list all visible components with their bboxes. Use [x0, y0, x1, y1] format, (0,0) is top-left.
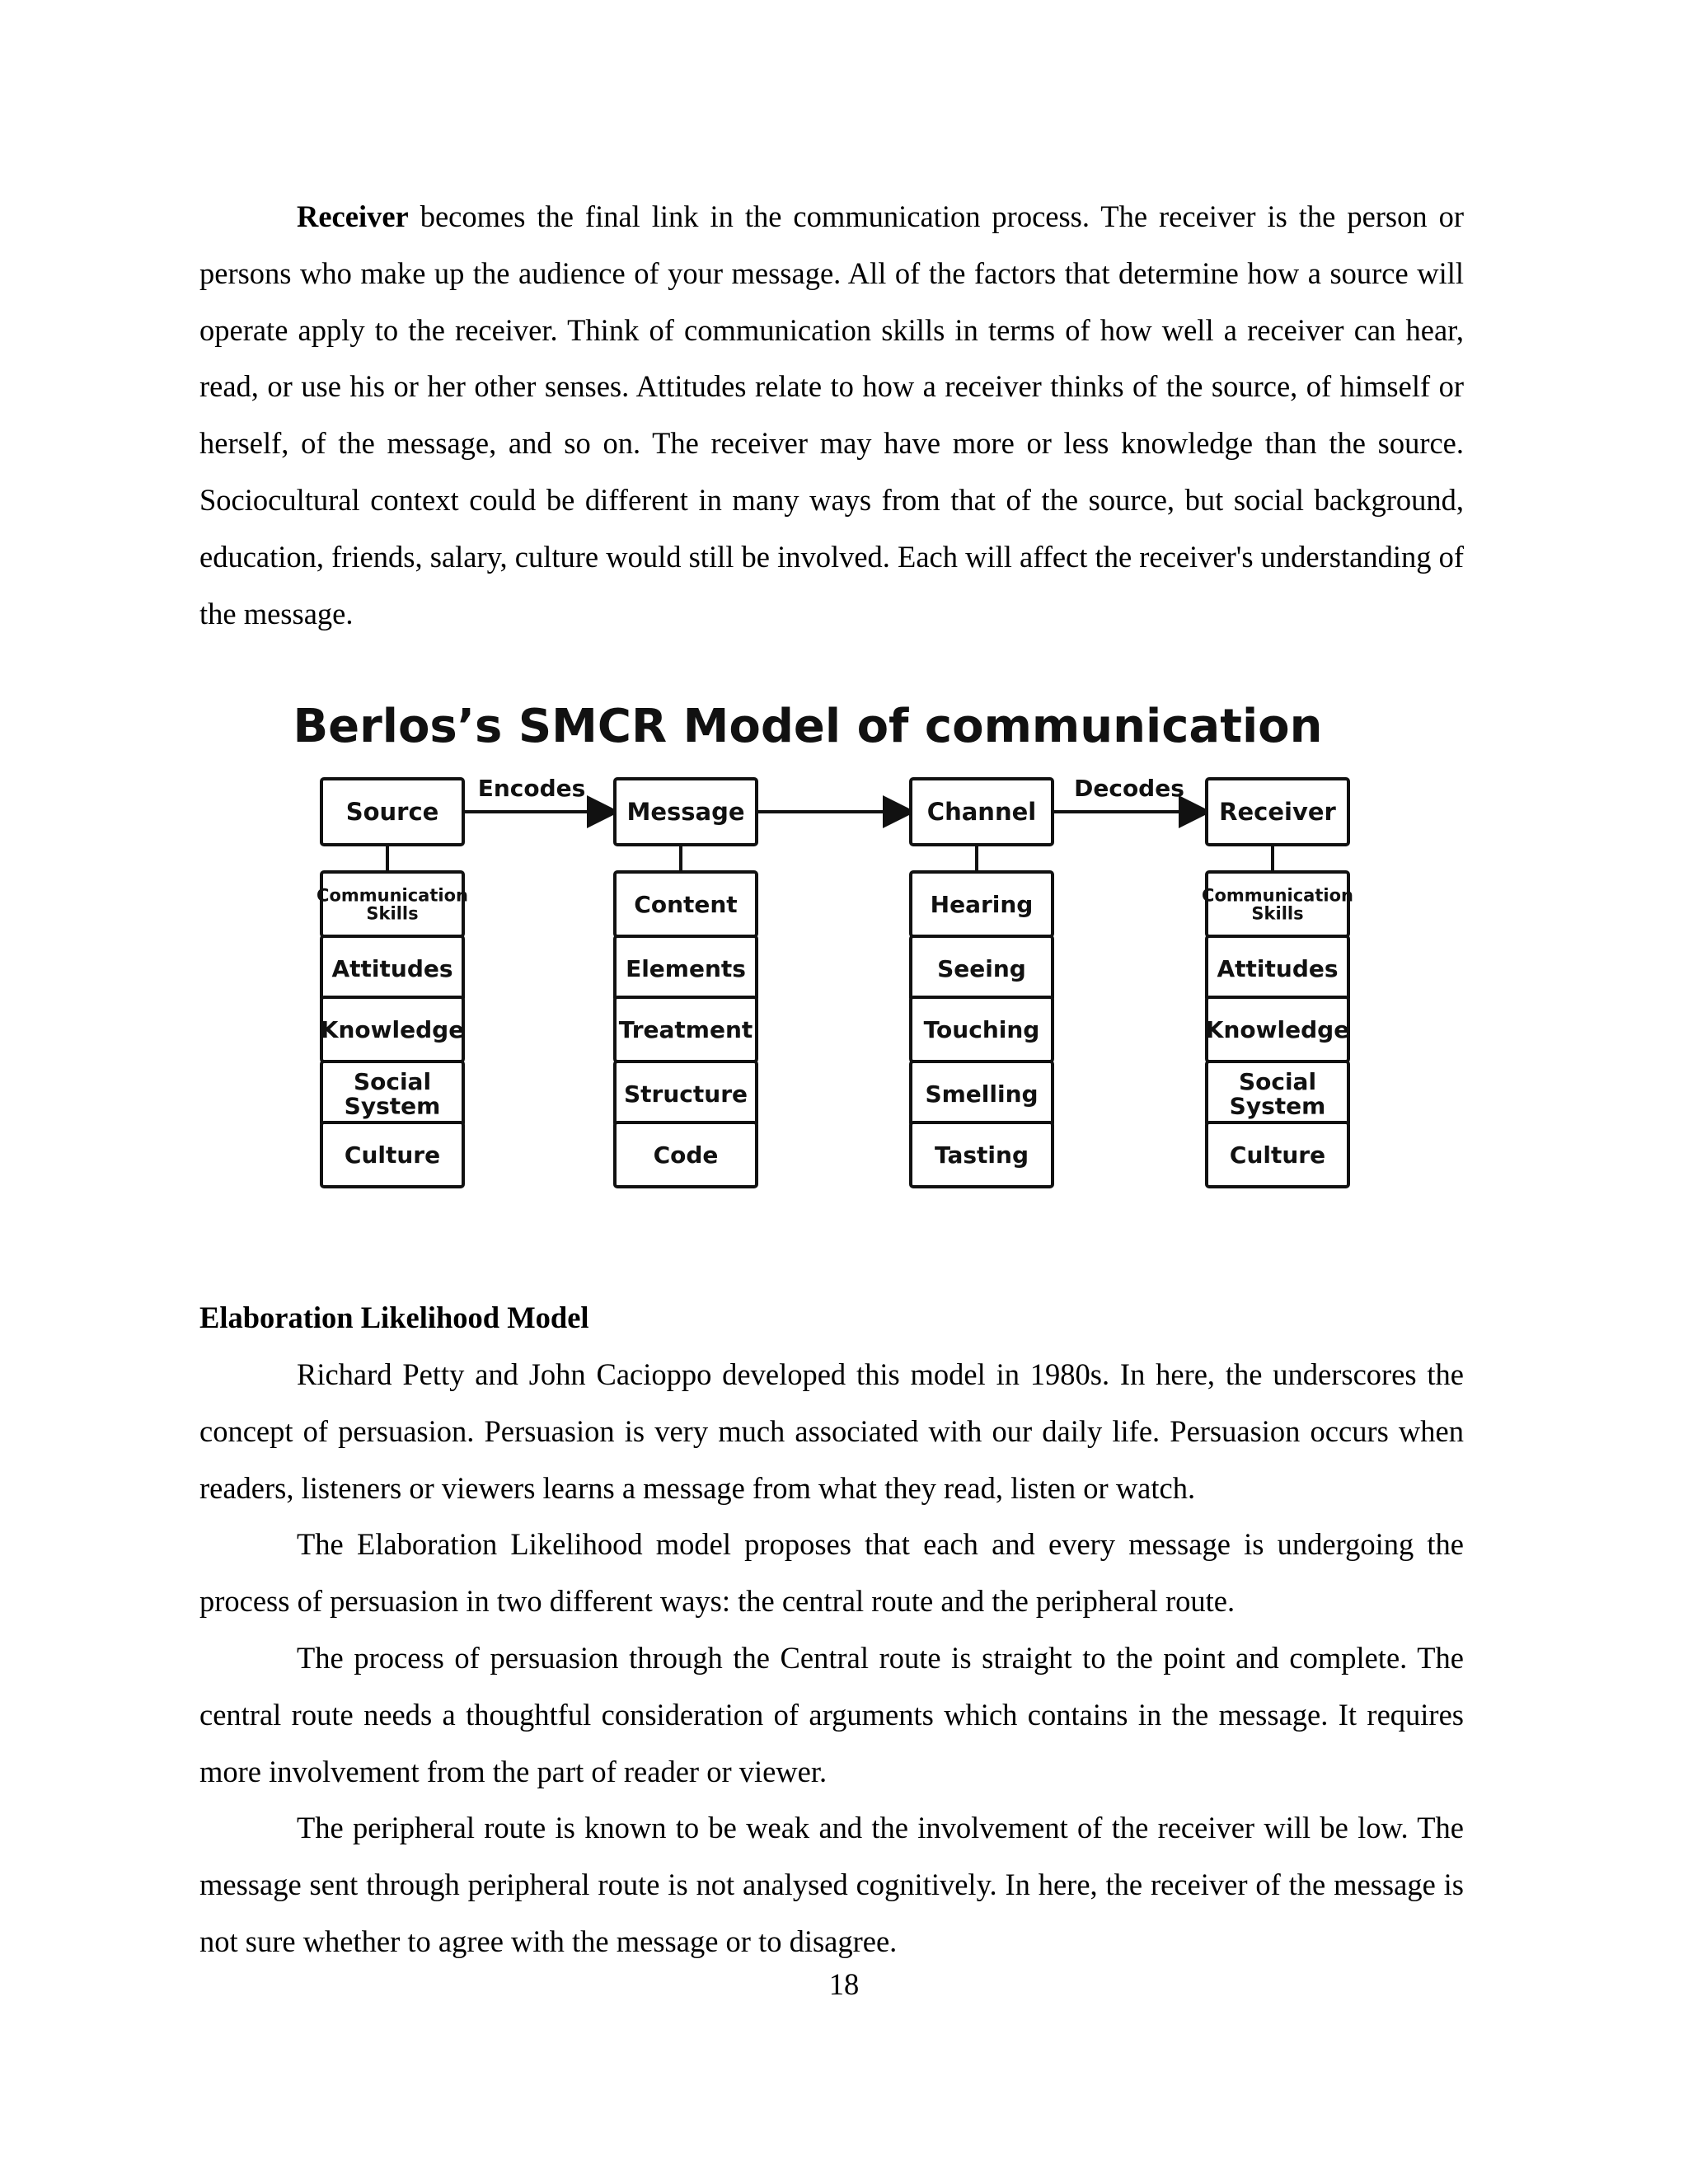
decodes-label: Decodes — [1074, 775, 1184, 802]
diagram-columns — [316, 779, 1353, 1187]
item-label-receiver-knowledge: Knowledge — [1205, 1015, 1350, 1043]
header-label-receiver: Receiver — [1219, 798, 1336, 827]
item-label-channel-hearing: Hearing — [930, 890, 1034, 918]
item-label-source-culture: Culture — [344, 1141, 441, 1169]
header-label-message: Message — [626, 798, 745, 827]
elm-paragraphs — [199, 1347, 1464, 1971]
item-label-receiver-communication-skills: Communication Skills — [1202, 885, 1353, 924]
item-label-receiver-social-system: Social System — [1229, 1068, 1326, 1120]
elm-paragraph: The Elaboration Likelihood model proposes that each and every message is undergoing the process of persuasion in two different ways: the central route and the peripheral route. — [199, 1527, 1464, 1619]
item-label-message-content: Content — [634, 890, 738, 918]
item-label-receiver-attitudes: Attitudes — [1217, 954, 1339, 982]
item-label-source-knowledge: Knowledge — [320, 1015, 465, 1043]
item-label-channel-seeing: Seeing — [937, 954, 1026, 982]
elm-paragraph: The process of persuasion through the Central route is straight to the point and complete. The central route needs a thoughtful consideration of arguments which contains in the message. It requires more involvement from the part of reader or viewer. — [199, 1640, 1464, 1788]
elm-paragraph: Richard Petty and John Cacioppo developed this model in 1980s. In here, the underscores the concept of persuasion. Persuasion is very much associated with our daily life. Persuasion occurs when readers, listeners or viewers learns a message from what they read, listen or watch. — [199, 1357, 1464, 1505]
item-label-channel-smelling: Smelling — [925, 1080, 1039, 1108]
section-heading: Elaboration Likelihood Model — [199, 1301, 589, 1334]
item-label-message-structure: Structure — [623, 1080, 748, 1108]
item-label-message-treatment: Treatment — [618, 1015, 753, 1043]
receiver-term: Receiver — [297, 199, 409, 233]
item-label-channel-touching: Touching — [923, 1015, 1040, 1043]
diagram-title: Berlos’s SMCR Model of communication — [293, 700, 1323, 753]
encodes-label: Encodes — [477, 775, 586, 802]
header-label-channel: Channel — [926, 798, 1037, 827]
item-label-message-elements: Elements — [626, 954, 746, 982]
item-label-receiver-culture: Culture — [1229, 1141, 1326, 1169]
receiver-description: becomes the final link in the communication process. The receiver is the person or persons who make up the audience of your message. All of the factors that determine how a source will operate apply to the receiver. Think of communication skills in terms of how well a receiver can hear, read, or use his or her other senses. Attitudes relate to how a receiver thinks of the source, of himself or herself, of the message, and so on. The receiver may have more or less knowledge than the source. Sociocultural context could be different in many ways from that of the source, but social background, education, friends, salary, culture would still be involved. Each will affect the receiver's understanding of the message. — [199, 199, 1464, 630]
elm-paragraph: The peripheral route is known to be weak and the involvement of the receiver will be low. The message sent through peripheral route is not analysed cognitively. In here, the receiver of the message is not sure whether to agree with the message or to disagree. — [199, 1811, 1464, 1958]
item-label-source-attitudes: Attitudes — [331, 954, 453, 982]
item-label-channel-tasting: Tasting — [934, 1141, 1029, 1169]
header-label-source: Source — [345, 798, 439, 827]
item-label-source-communication-skills: Communication Skills — [316, 885, 468, 924]
item-label-message-code: Code — [653, 1141, 719, 1169]
item-label-source-social-system: Social System — [344, 1068, 441, 1120]
page-number: 18 — [828, 1967, 860, 2001]
